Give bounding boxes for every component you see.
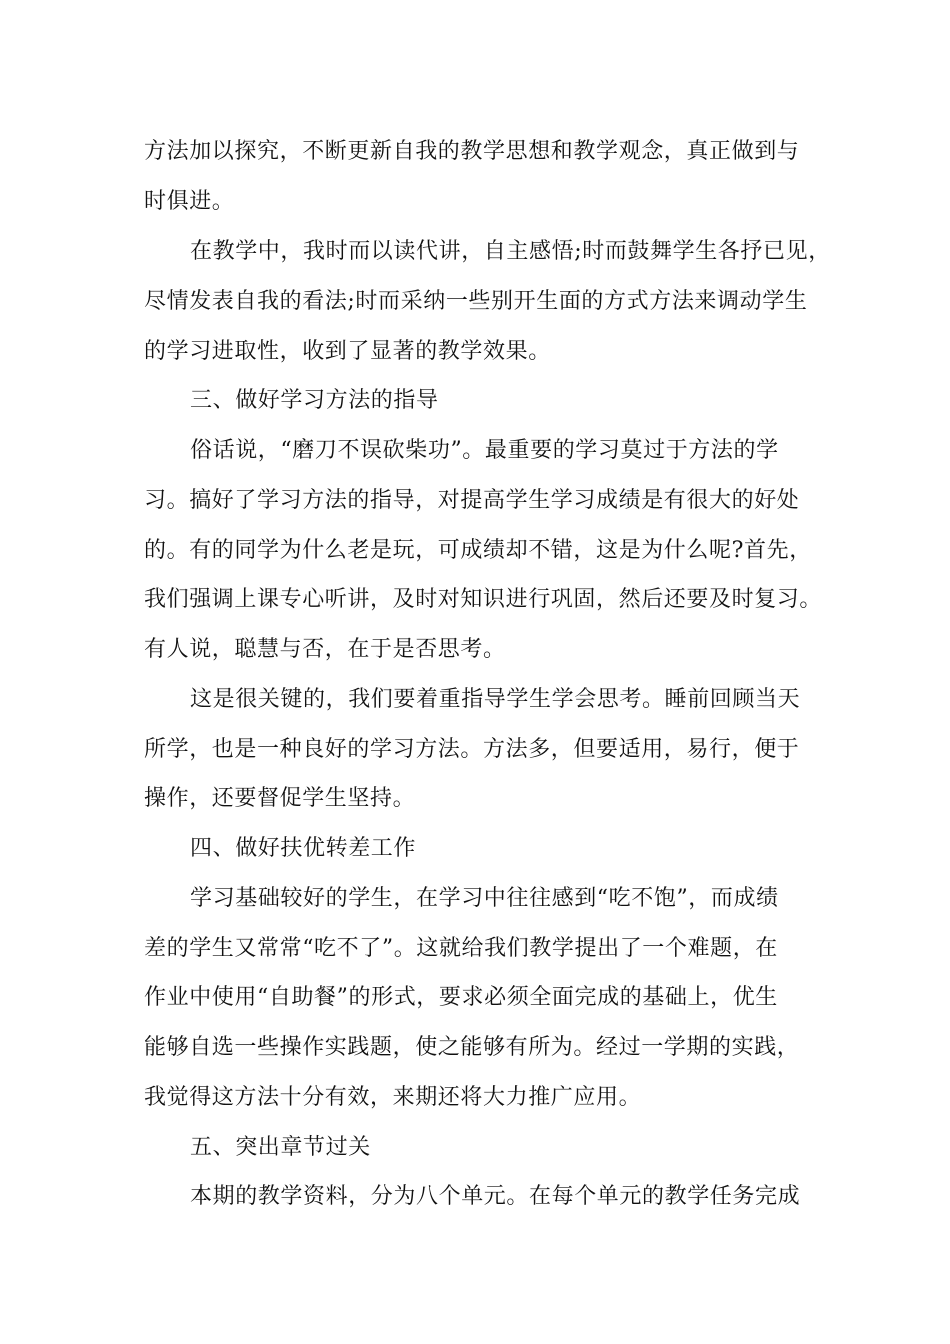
- text-line: 习。搞好了学习方法的指导，对提高学生学习成绩是有很大的好处: [144, 488, 800, 513]
- text-line: 方法加以探究，不断更新自我的教学思想和教学观念，真正做到与: [144, 139, 800, 164]
- text-line: 我们强调上课专心听讲，及时对知识进行巩固，然后还要及时复习。: [144, 587, 823, 612]
- text-line: 的。有的同学为什么老是玩，可成绩却不错，这是为什么呢?首先，: [144, 538, 812, 563]
- text-line: 能够自选一些操作实践题，使之能够有所为。经过一学期的实践，: [144, 1035, 800, 1060]
- text-line: 尽情发表自我的看法;时而采纳一些别开生面的方式方法来调动学生: [144, 289, 808, 314]
- text-line: 操作，还要督促学生坚持。: [144, 786, 416, 811]
- section-heading: 五、突出章节过关: [190, 1135, 371, 1160]
- text-line: 的学习进取性，收到了显著的教学效果。: [144, 339, 551, 364]
- text-line: 有人说，聪慧与否，在于是否思考。: [144, 637, 506, 662]
- paragraph-first-line: 学习基础较好的学生，在学习中往往感到“吃不饱”，而成绩: [190, 886, 779, 911]
- text-line: 差的学生又常常“吃不了”。这就给我们教学提出了一个难题，在: [144, 936, 778, 961]
- text-line: 我觉得这方法十分有效，来期还将大力推广应用。: [144, 1085, 642, 1110]
- section-heading: 三、做好学习方法的指导: [190, 388, 439, 413]
- text-line: 时俱进。: [144, 189, 235, 214]
- text-line: 作业中使用“自助餐”的形式，要求必须全面完成的基础上，优生: [144, 985, 778, 1010]
- paragraph-first-line: 这是很关键的，我们要着重指导学生学会思考。睡前回顾当天: [190, 687, 801, 712]
- paragraph-first-line: 本期的教学资料，分为八个单元。在每个单元的教学任务完成: [190, 1184, 801, 1209]
- text-line: 所学，也是一种良好的学习方法。方法多，但要适用，易行，便于: [144, 737, 800, 762]
- section-heading: 四、做好扶优转差工作: [190, 836, 417, 861]
- paragraph-first-line: 俗话说，“磨刀不误砍柴功”。最重要的学习莫过于方法的学: [190, 438, 779, 463]
- paragraph-first-line: 在教学中，我时而以读代讲，自主感悟;时而鼓舞学生各抒已见，: [190, 239, 831, 264]
